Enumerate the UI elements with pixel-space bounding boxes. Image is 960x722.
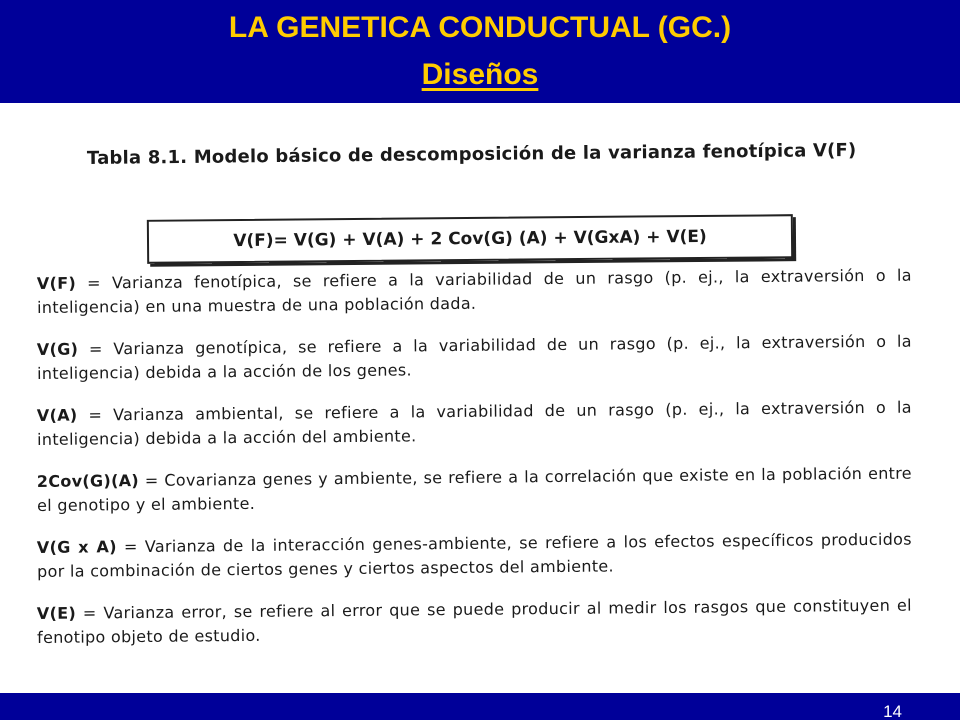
definition-text: = Varianza de la interacción genes-ambiente, se refiere a los efectos específicos producidos por la combinación de ciertos genes y ciertos aspectos del ambiente. xyxy=(37,529,912,581)
slide-subtitle-text: Diseños xyxy=(421,58,539,91)
slide-title: LA GENETICA CONDUCTUAL (GC.) xyxy=(228,11,732,44)
definition-term: V(G) xyxy=(36,339,79,360)
definition-item xyxy=(37,330,912,386)
definition-term: V(E) xyxy=(36,603,77,624)
definition-term: V(F) xyxy=(36,273,77,294)
definition-term: V(A) xyxy=(36,405,78,426)
slide-footer xyxy=(0,693,960,720)
slide-subtitle xyxy=(0,55,960,95)
formula-box xyxy=(147,214,793,264)
definition-term: V(G x A) xyxy=(36,537,117,558)
table-title: Tabla 8.1. Modelo básico de descomposición de la varianza fenotípica V(F) xyxy=(86,139,857,169)
definitions-list xyxy=(36,265,912,668)
formula-text: V(F)= V(G) + V(A) + 2 Cov(G) (A) + V(GxA) + V(E) xyxy=(233,226,707,252)
definition-text: = Varianza ambiental, se refiere a la variabilidad de un rasgo (p. ej., la extraversión o la inteligencia) debida a la acción del ambiente. xyxy=(37,397,912,449)
definition-item xyxy=(37,594,912,650)
definition-item xyxy=(37,462,912,518)
scanned-table-image xyxy=(30,110,920,690)
definition-item xyxy=(37,528,912,584)
definition-item xyxy=(37,396,912,452)
definition-text: = Varianza fenotípica, se refiere a la variabilidad de un rasgo (p. ej., la extraversión o la inteligencia) en una muestra de una población dada. xyxy=(37,265,912,317)
page-number: 14 xyxy=(883,702,902,721)
slide-header xyxy=(0,0,960,103)
definition-item xyxy=(37,264,912,320)
definition-text: = Varianza genotípica, se refiere a la variabilidad de un rasgo (p. ej., la extraversión o la inteligencia) debida a la acción de los genes. xyxy=(37,331,912,383)
definition-text: = Covarianza genes y ambiente, se refiere a la correlación que existe en la población entre el genotipo y el ambiente. xyxy=(37,463,912,515)
definition-text: = Varianza error, se refiere al error que se puede producir al medir los rasgos que constituyen el fenotipo objeto de estudio. xyxy=(37,595,912,647)
definition-term: 2Cov(G)(A) xyxy=(36,471,140,492)
